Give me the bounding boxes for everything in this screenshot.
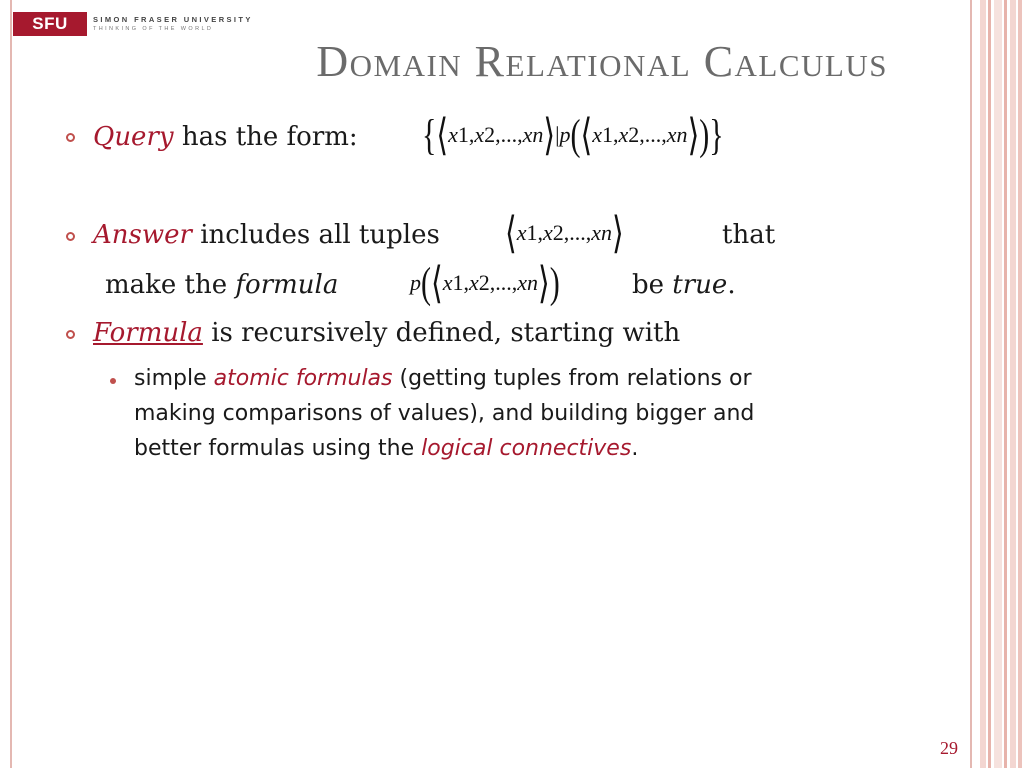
formula-term: Formula	[93, 318, 203, 348]
logo-name: SIMON FRASER UNIVERSITY	[93, 15, 253, 24]
formula-text: is recursively defined, starting with	[211, 318, 681, 348]
sub-bullet-line-1: simple atomic formulas (getting tuples from relations or	[134, 366, 752, 391]
bullet-query	[93, 122, 358, 152]
page-title: Domain Relational Calculus	[316, 37, 888, 86]
frame-left-line	[10, 0, 12, 768]
bullet-formula	[93, 318, 680, 348]
answer-term: Answer	[93, 220, 192, 250]
make-the-formula: make the formula	[105, 270, 339, 300]
query-formula: {⟨x1,x2,...,xn⟩|p(⟨x1,x2,...,xn⟩)}	[422, 111, 724, 160]
answer-that: that	[722, 220, 776, 250]
bullet-marker	[66, 133, 75, 142]
logo-mark: SFU	[13, 12, 87, 36]
decorative-stripes	[980, 0, 1024, 768]
sub-bullet-line-2: making comparisons of values), and building bigger and	[134, 401, 755, 426]
bullet-marker	[66, 232, 75, 241]
answer-text: includes all tuples	[200, 220, 440, 250]
sub-bullet-dot	[110, 378, 116, 384]
sub-bullet-line-3: better formulas using the logical connectives.	[134, 436, 639, 461]
formula-p: p(⟨x1,x2,...,xn⟩)	[410, 259, 560, 308]
bullet-answer	[93, 220, 440, 250]
frame-right-line	[970, 0, 972, 768]
sfu-logo	[13, 12, 253, 36]
true-word: true	[672, 270, 728, 300]
query-term: Query	[93, 122, 174, 152]
logo-text	[93, 15, 253, 33]
query-text: has the form:	[181, 122, 358, 152]
logical-connectives: logical connectives	[421, 436, 632, 461]
logo-tagline: THINKING OF THE WORLD	[93, 26, 214, 32]
answer-tuple: ⟨x1,x2,...,xn⟩	[505, 209, 624, 258]
page-number: 29	[940, 738, 958, 758]
be-true: be true.	[632, 270, 736, 300]
formula-word: formula	[235, 270, 339, 300]
bullet-marker	[66, 330, 75, 339]
atomic-formulas: atomic formulas	[213, 366, 393, 391]
